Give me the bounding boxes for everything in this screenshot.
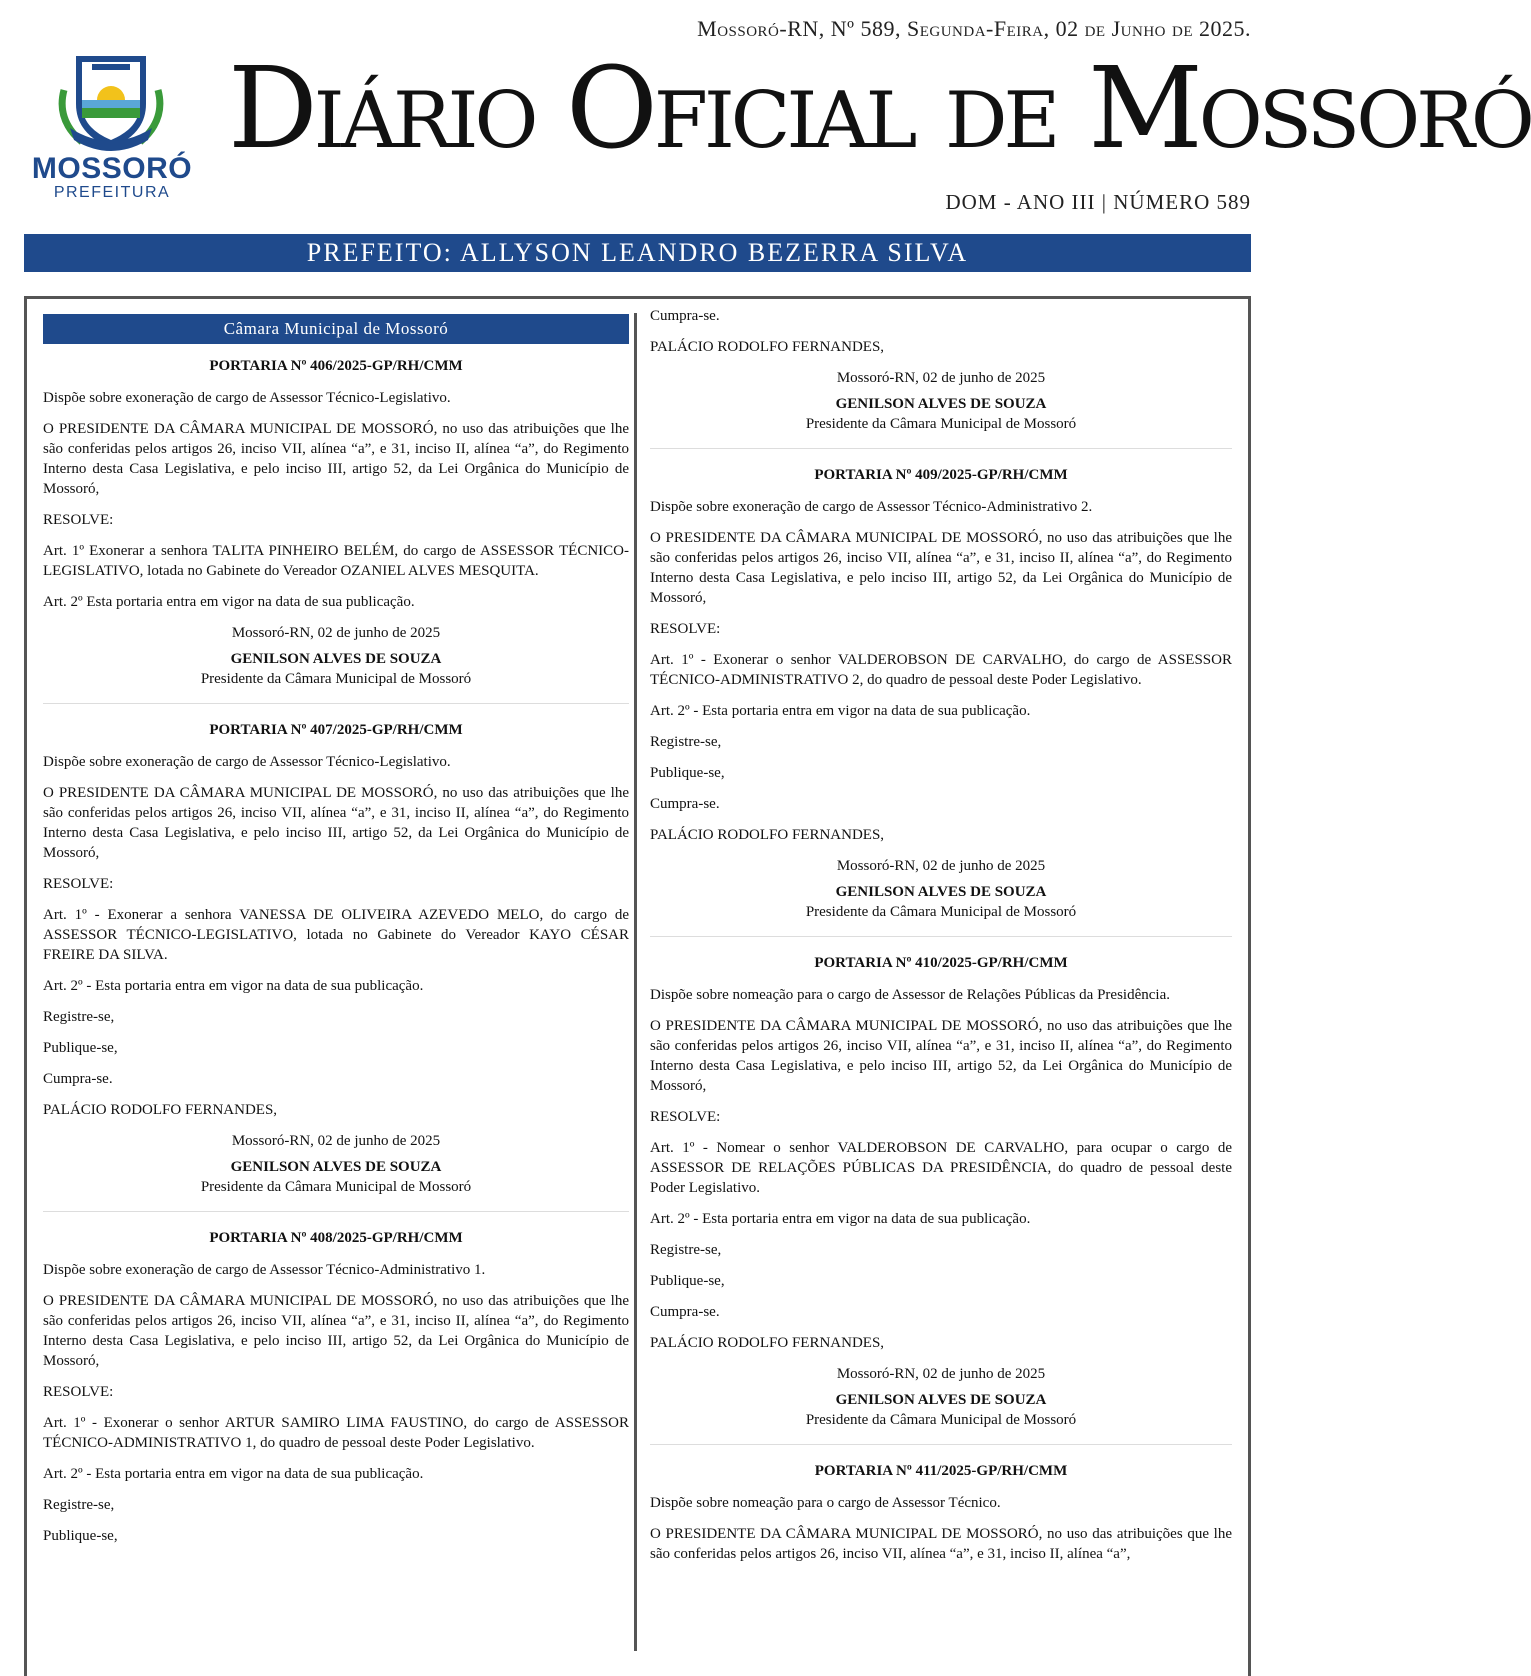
portaria-preamble: O PRESIDENTE DA CÂMARA MUNICIPAL DE MOSSORÓ, no uso das atribuições que lhe são conferidas pelos artigos 26, inciso VII, alínea “a”, e 31, inciso II, alínea “a”, do Regimento Interno desta Casa Legislativa, e pelo inciso III, artigo 52, da Lei Orgânica do Município de Mossoró,: [43, 1293, 629, 1369]
portaria-subject: Dispõe sobre exoneração de cargo de Assessor Técnico-Legislativo.: [43, 754, 451, 770]
palacio-line: PALÁCIO RODOLFO FERNANDES,: [650, 827, 885, 843]
portaria-preamble: O PRESIDENTE DA CÂMARA MUNICIPAL DE MOSSORÓ, no uso das atribuições que lhe são conferidas pelos artigos 26, inciso VII, alínea “a”, e 31, inciso II, alínea “a”, do Regimento Interno desta Casa Legislativa, e pelo inciso III, artigo 52, da Lei Orgânica do Município de Mossoró,: [43, 785, 629, 861]
separator: [650, 1444, 1232, 1445]
signer-name: GENILSON ALVES DE SOUZA: [230, 1159, 442, 1175]
sign-date: Mossoró-RN, 02 de junho de 2025: [836, 1366, 1046, 1382]
article-1: Art. 1º Exonerar a senhora TALITA PINHEIRO BELÉM, do cargo de ASSESSOR TÉCNICO-LEGISLATIVO, lotada no Gabinete do Vereador OZANIEL ALVES MESQUITA.: [43, 543, 629, 579]
cumpra-line: Cumpra-se.: [650, 1304, 720, 1320]
resolve-label: RESOLVE:: [650, 1109, 721, 1125]
portaria-subject: Dispõe sobre nomeação para o cargo de Assessor de Relações Públicas da Presidência.: [650, 987, 1170, 1003]
logo-subtitle: PREFEITURA: [53, 184, 171, 201]
separator: [650, 936, 1232, 937]
portaria-subject: Dispõe sobre exoneração de cargo de Assessor Técnico-Administrativo 2.: [650, 499, 1093, 515]
portaria-title: PORTARIA Nº 406/2025-GP/RH/CMM: [209, 358, 463, 374]
signer-role: Presidente da Câmara Municipal de Mossoró: [805, 904, 1077, 920]
dateline: Mossoró-RN, Nº 589, Segunda-Feira, 02 de Junho de 2025.: [697, 16, 1251, 41]
portaria-subject: Dispõe sobre exoneração de cargo de Assessor Técnico-Legislativo.: [43, 390, 451, 406]
registre-line: Registre-se,: [650, 1242, 722, 1258]
article-2: Art. 2º Esta portaria entra em vigor na data de sua publicação.: [43, 594, 415, 610]
article-2: Art. 2º - Esta portaria entra em vigor na data de sua publicação.: [43, 978, 424, 994]
signer-role: Presidente da Câmara Municipal de Mossoró: [805, 416, 1077, 432]
sign-date: Mossoró-RN, 02 de junho de 2025: [231, 1133, 441, 1149]
cumpra-line: Cumpra-se.: [43, 1071, 113, 1087]
right-column: [650, 306, 1232, 1575]
portaria-subject: Dispõe sobre exoneração de cargo de Assessor Técnico-Administrativo 1.: [43, 1262, 486, 1278]
article-1: Art. 1º - Exonerar a senhora VANESSA DE OLIVEIRA AZEVEDO MELO, do cargo de ASSESSOR TÉCNICO-LEGISLATIVO, lotada no Gabinete do Vereador KAYO CÉSAR FREIRE DA SILVA.: [43, 907, 629, 963]
signer-name: GENILSON ALVES DE SOUZA: [835, 884, 1047, 900]
cumpra-line: Cumpra-se.: [650, 308, 720, 324]
palacio-line: PALÁCIO RODOLFO FERNANDES,: [650, 1335, 885, 1351]
signer-name: GENILSON ALVES DE SOUZA: [230, 651, 442, 667]
registre-line: Registre-se,: [43, 1009, 115, 1025]
signer-name: GENILSON ALVES DE SOUZA: [835, 396, 1047, 412]
prefeitura-logo: [24, 50, 200, 200]
left-column: [43, 314, 629, 1557]
newspaper-title: Diário Oficial de Mossoró: [228, 44, 1531, 174]
sign-date: Mossoró-RN, 02 de junho de 2025: [836, 370, 1046, 386]
portaria-preamble: O PRESIDENTE DA CÂMARA MUNICIPAL DE MOSSORÓ, no uso das atribuições que lhe são conferidas pelos artigos 26, inciso VII, alínea “a”, e 31, inciso II, alínea “a”, do Regimento Interno desta Casa Legislativa, e pelo inciso III, artigo 52, da Lei Orgânica do Município de Mossoró,: [650, 1018, 1232, 1094]
sign-date: Mossoró-RN, 02 de junho de 2025: [231, 625, 441, 641]
crest-icon: [52, 50, 170, 154]
edition-info: DOM - ANO III | NÚMERO 589: [945, 190, 1251, 214]
column-divider: [634, 313, 637, 1651]
publique-line: Publique-se,: [650, 765, 725, 781]
cumpra-line: Cumpra-se.: [650, 796, 720, 812]
palacio-line: PALÁCIO RODOLFO FERNANDES,: [650, 339, 885, 355]
resolve-label: RESOLVE:: [43, 512, 114, 528]
signer-role: Presidente da Câmara Municipal de Mossoró: [805, 1412, 1077, 1428]
publique-line: Publique-se,: [43, 1528, 118, 1544]
separator: [43, 1211, 629, 1212]
article-2: Art. 2º - Esta portaria entra em vigor na data de sua publicação.: [43, 1466, 424, 1482]
portaria-title: PORTARIA Nº 411/2025-GP/RH/CMM: [814, 1463, 1068, 1479]
separator: [650, 448, 1232, 449]
section-header: Câmara Municipal de Mossoró: [43, 314, 629, 344]
portaria-title: PORTARIA Nº 410/2025-GP/RH/CMM: [814, 955, 1068, 971]
separator: [43, 703, 629, 704]
portaria-title: PORTARIA Nº 409/2025-GP/RH/CMM: [814, 467, 1068, 483]
publique-line: Publique-se,: [43, 1040, 118, 1056]
logo-name: MOSSORÓ: [31, 152, 193, 185]
article-1: Art. 1º - Exonerar o senhor ARTUR SAMIRO LIMA FAUSTINO, do cargo de ASSESSOR TÉCNICO-ADMINISTRATIVO 1, do quadro de pessoal deste Poder Legislativo.: [43, 1415, 629, 1451]
signer-role: Presidente da Câmara Municipal de Mossoró: [200, 671, 472, 687]
portaria-preamble: O PRESIDENTE DA CÂMARA MUNICIPAL DE MOSSORÓ, no uso das atribuições que lhe são conferidas pelos artigos 26, inciso VII, alínea “a”, e 31, inciso II, alínea “a”, do Regimento Interno desta Casa Legislativa, e pelo inciso III, artigo 52, da Lei Orgânica do Município de Mossoró,: [650, 530, 1232, 606]
palacio-line: PALÁCIO RODOLFO FERNANDES,: [43, 1102, 278, 1118]
article-1: Art. 1º - Exonerar o senhor VALDEROBSON DE CARVALHO, do cargo de ASSESSOR TÉCNICO-ADMINISTRATIVO 2, do quadro de pessoal deste Poder Legislativo.: [650, 652, 1232, 688]
mayor-banner: PREFEITO: ALLYSON LEANDRO BEZERRA SILVA: [24, 234, 1251, 272]
resolve-label: RESOLVE:: [43, 1384, 114, 1400]
article-2: Art. 2º - Esta portaria entra em vigor na data de sua publicação.: [650, 1211, 1031, 1227]
publique-line: Publique-se,: [650, 1273, 725, 1289]
signer-name: GENILSON ALVES DE SOUZA: [835, 1392, 1047, 1408]
registre-line: Registre-se,: [650, 734, 722, 750]
resolve-label: RESOLVE:: [43, 876, 114, 892]
portaria-preamble: O PRESIDENTE DA CÂMARA MUNICIPAL DE MOSSORÓ, no uso das atribuições que lhe são conferidas pelos artigos 26, inciso VII, alínea “a”, e 31, inciso II, alínea “a”, do Regimento Interno desta Casa Legislativa, e pelo inciso III, artigo 52, da Lei Orgânica do Município de Mossoró,: [43, 421, 629, 497]
article-2: Art. 2º - Esta portaria entra em vigor na data de sua publicação.: [650, 703, 1031, 719]
article-1: Art. 1º - Nomear o senhor VALDEROBSON DE CARVALHO, para ocupar o cargo de ASSESSOR DE RELAÇÕES PÚBLICAS DA PRESIDÊNCIA, do quadro de pessoal deste Poder Legislativo.: [650, 1140, 1232, 1196]
sign-date: Mossoró-RN, 02 de junho de 2025: [836, 858, 1046, 874]
signer-role: Presidente da Câmara Municipal de Mossoró: [200, 1179, 472, 1195]
portaria-title: PORTARIA Nº 407/2025-GP/RH/CMM: [209, 722, 463, 738]
registre-line: Registre-se,: [43, 1497, 115, 1513]
resolve-label: RESOLVE:: [650, 621, 721, 637]
portaria-title: PORTARIA Nº 408/2025-GP/RH/CMM: [209, 1230, 463, 1246]
portaria-subject: Dispõe sobre nomeação para o cargo de Assessor Técnico.: [650, 1495, 1001, 1511]
portaria-preamble: O PRESIDENTE DA CÂMARA MUNICIPAL DE MOSSORÓ, no uso das atribuições que lhe são conferidas pelos artigos 26, inciso VII, alínea “a”, e 31, inciso II, alínea “a”,: [650, 1526, 1232, 1562]
